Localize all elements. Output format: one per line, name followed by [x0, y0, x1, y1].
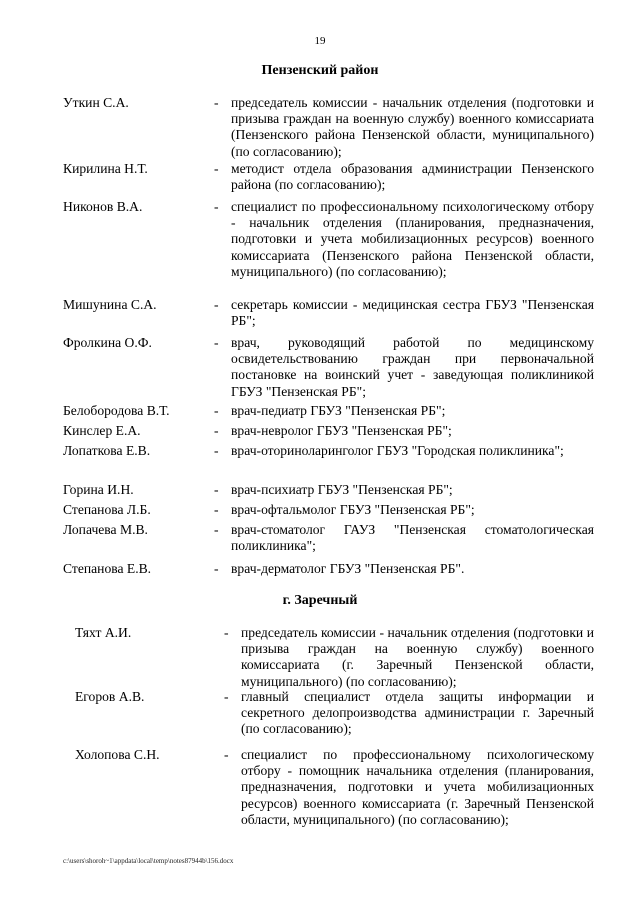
dash-separator: - [214, 482, 219, 497]
member-entry [0, 625, 640, 689]
member-description: методист отдела образования администрации Пензенского района (по согласованию); [231, 161, 594, 193]
dash-separator: - [214, 161, 219, 176]
member-name: Белобородова В.Т. [63, 403, 170, 418]
section-title-penza-district: Пензенский район [261, 63, 379, 78]
dash-separator: - [224, 747, 229, 762]
member-entry [0, 747, 640, 845]
member-entry [0, 443, 640, 482]
member-description: врач-стоматолог ГАУЗ "Пензенская стоматологическая поликлиника"; [231, 522, 594, 554]
dash-separator: - [214, 522, 219, 537]
member-name: Лопачева М.В. [63, 522, 148, 537]
member-description: специалист по профессиональному психологическому отбору - начальник отделения (планирования, предназначения, подготовки и учета мобилизационных ресурсов) военного комиссариата (Пензенского района Пензенской области, муниципального) (по согласованию); [231, 199, 594, 279]
member-description: врач-офтальмолог ГБУЗ "Пензенская РБ"; [231, 502, 475, 517]
file-path-footer: c:\users\shoroh~1\appdata\local\temp\notes87944b\156.docx [63, 857, 234, 865]
member-name: Холопова С.Н. [75, 747, 160, 762]
member-description: главный специалист отдела защиты информации и секретного делопроизводства администрации г. Заречный (по согласованию); [241, 689, 594, 737]
member-name: Степанова Л.Б. [63, 502, 151, 517]
member-entry [0, 95, 640, 161]
member-entry [0, 161, 640, 199]
member-entry [0, 502, 640, 522]
dash-separator: - [214, 502, 219, 517]
dash-separator: - [214, 403, 219, 418]
member-entry [0, 423, 640, 443]
section-penza-district [0, 95, 640, 581]
member-name: Тяхт А.И. [75, 625, 132, 640]
member-description: секретарь комиссии - медицинская сестра ГБУЗ "Пензенская РБ"; [231, 297, 594, 329]
member-description: председатель комиссии - начальник отделения (подготовки и призыва граждан на военную службу) военного комиссариата (г. Заречный Пензенской области, муниципального) (по согласованию); [241, 625, 594, 689]
member-entry [0, 482, 640, 502]
member-name: Горина И.Н. [63, 482, 134, 497]
member-name: Кирилина Н.Т. [63, 161, 148, 176]
dash-separator: - [224, 625, 229, 640]
member-description: врач-педиатр ГБУЗ "Пензенская РБ"; [231, 403, 446, 418]
member-description: председатель комиссии - начальник отделения (подготовки и призыва граждан на военную службу) военного комиссариата (Пензенского района Пензенской области, муниципального) (по согласованию); [231, 95, 594, 159]
section-title-zarechny: г. Заречный [282, 593, 358, 608]
dash-separator: - [214, 335, 219, 350]
dash-separator: - [214, 443, 219, 458]
member-description: врач-оториноларинголог ГБУЗ "Городская поликлиника"; [231, 443, 564, 458]
member-description: врач-психиатр ГБУЗ "Пензенская РБ"; [231, 482, 453, 497]
member-description: врач-дерматолог ГБУЗ "Пензенская РБ". [231, 561, 465, 576]
member-name: Кинслер Е.А. [63, 423, 141, 438]
dash-separator: - [214, 297, 219, 312]
dash-separator: - [214, 199, 219, 214]
member-entry [0, 561, 640, 581]
member-entry [0, 689, 640, 747]
section-zarechny [0, 625, 640, 845]
member-entry [0, 297, 640, 335]
dash-separator: - [214, 423, 219, 438]
member-entry [0, 335, 640, 403]
member-entry [0, 403, 640, 423]
member-name: Егоров А.В. [75, 689, 145, 704]
member-description: врач, руководящий работой по медицинскому освидетельствованию граждан при первоначальной постановке на воинский учет - заведующая поликлиникой ГБУЗ "Пензенская РБ"; [231, 335, 594, 399]
member-name: Уткин С.А. [63, 95, 129, 110]
member-name: Лопаткова Е.В. [63, 443, 151, 458]
member-name: Никонов В.А. [63, 199, 143, 214]
member-name: Степанова Е.В. [63, 561, 152, 576]
member-name: Фролкина О.Ф. [63, 335, 152, 350]
member-description: врач-невролог ГБУЗ "Пензенская РБ"; [231, 423, 452, 438]
page-number: 19 [314, 35, 326, 47]
member-description: специалист по профессиональному психологическому отбору - помощник начальника отделения (планирования, предназначения, подготовки и учета мобилизационных ресурсов) военного комиссариата (г. Заречный Пензенской области, муниципального) (по согласованию); [241, 747, 594, 827]
member-entry [0, 522, 640, 561]
dash-separator: - [214, 95, 219, 110]
dash-separator: - [224, 689, 229, 704]
dash-separator: - [214, 561, 219, 576]
member-entry [0, 199, 640, 297]
member-name: Мишунина С.А. [63, 297, 157, 312]
